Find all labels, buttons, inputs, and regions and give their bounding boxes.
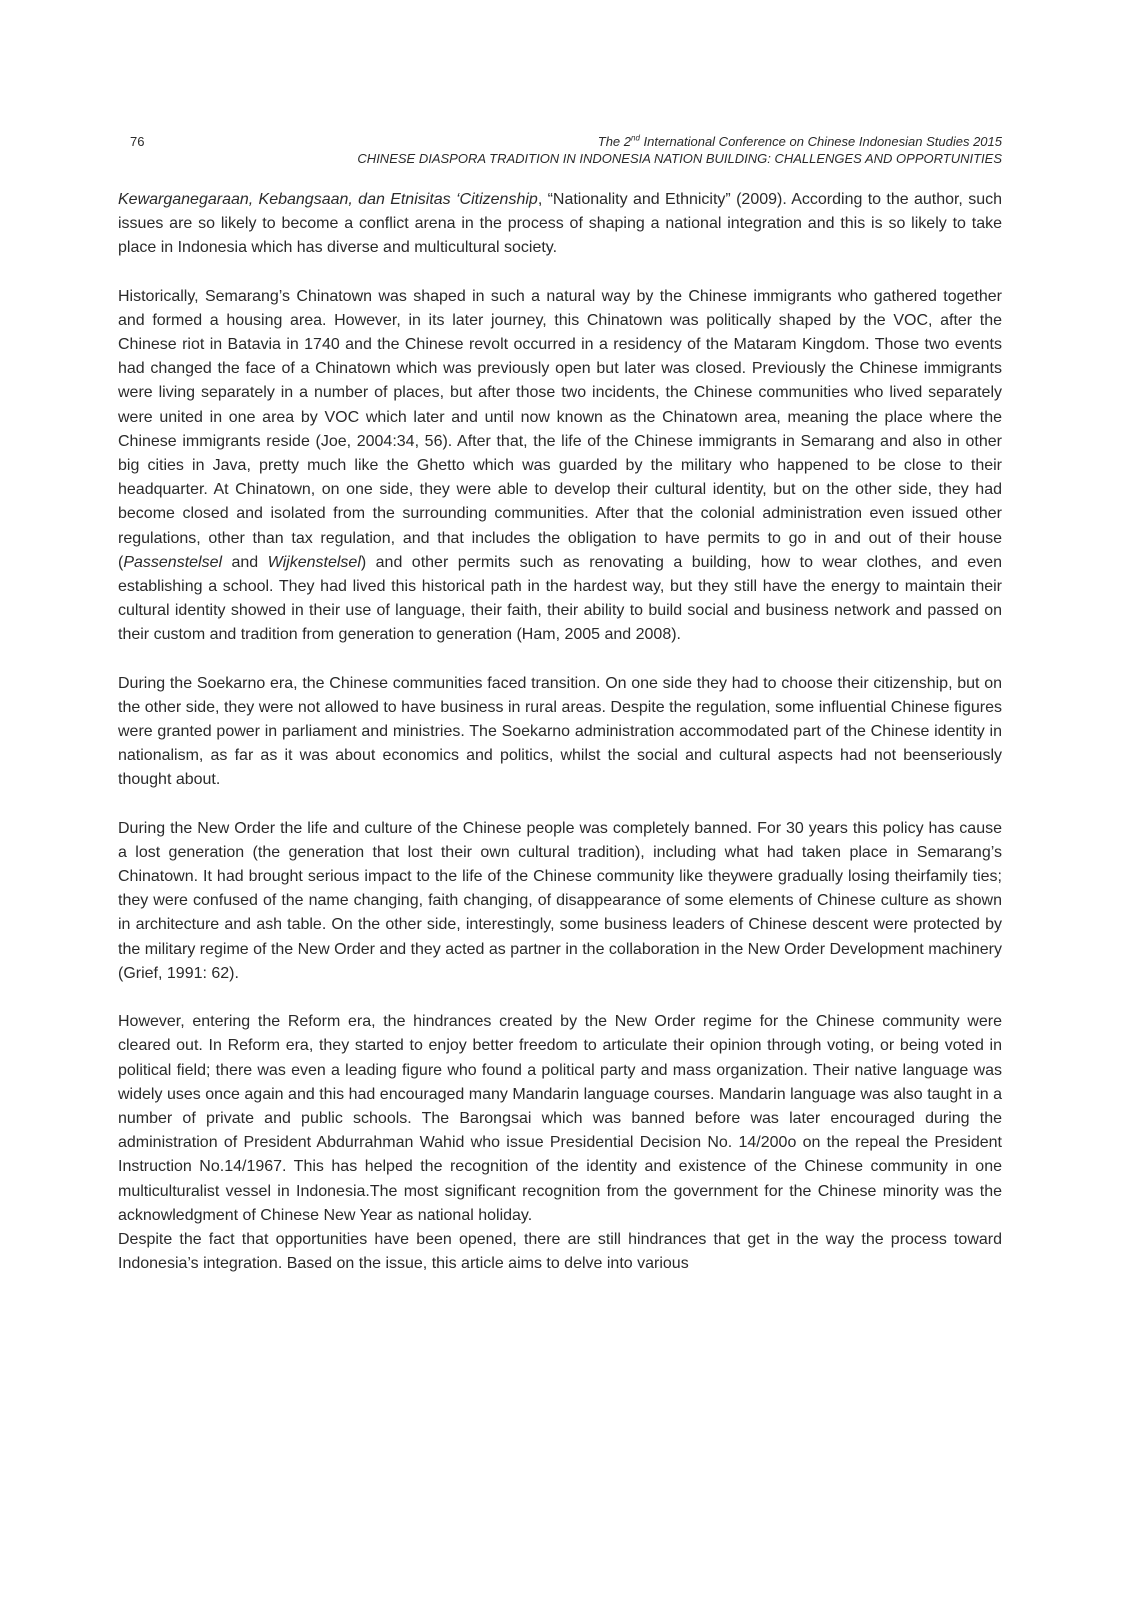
article-body (118, 188, 1002, 1276)
paragraph-1-text: , “Nationality and Ethnicity” (2009). According to the author, such issues are so likely to become a conflict arena in the process of shaping a national integration and this is so likely to take place in Indonesia which has diverse and multicultural society. (118, 191, 1003, 257)
paragraph-2-text-b: and (222, 553, 268, 571)
paragraph-4: During the New Order the life and culture of the Chinese people was completely banned. For 30 years this policy has cause a lost generation (the generation that lost their own cultural tradition), including what had taken place in Semarang’s Chinatown. It had brought serious impact to the life of the Chinese community like theywere gradually losing theirfamily ties; they were confused of the name changing, faith changing, of disappearance of some elements of Chinese culture as shown in architecture and ash table. On the other side, interestingly, some business leaders of Chinese descent were protected by the military regime of the New Order and they acted as partner in the collaboration in the New Order Development machinery (Grief, 1991: 62). (118, 819, 1002, 982)
paragraph-3: During the Soekarno era, the Chinese communities faced transition. On one side they had to choose their citizenship, but on the other side, they were not allowed to have business in rural areas. Despite the regulation, some influential Chinese figures were granted power in parliament and ministries. The Soekarno administration accommodated part of the Chinese identity in nationalism, as far as it was about economics and politics, whilst the social and cultural aspects had not beenseriously thought about. (118, 674, 1002, 789)
paragraph-2-text-a: Historically, Semarang’s Chinatown was shaped in such a natural way by the Chinese immigrants who gathered together and formed a housing area. However, in its later journey, this Chinatown was politically shaped by the VOC, after the Chinese riot in Batavia in 1740 and the Chinese revolt occurred in a residency of the Mataram Kingdom. Those two events had changed the face of a Chinatown which was previously open but later was closed. Previously the Chinese immigrants were living separately in a number of places, but after those two incidents, the Chinese communities who lived separately were united in one area by VOC which later and until now known as the Chinatown area, meaning the place where the Chinese immigrants reside (Joe, 2004:34, 56). After that, the life of the Chinese immigrants in Semarang and also in other big cities in Java, pretty much like the Ghetto which was guarded by the military who happened to be close to their headquarter. At Chinatown, on one side, they were able to develop their cultural identity, but on the other side, they had become closed and isolated from the surrounding communities. After that the colonial administration even issued other regulations, other than tax regulation, and that includes the obligation to have permits to go in and out of their house ( (118, 287, 1002, 571)
conference-title-prefix: The 2 (597, 134, 631, 149)
conference-title (118, 133, 1002, 150)
term-passenstelsel: Passenstelsel (123, 553, 223, 571)
term-wijkenstelsel: Wijkenstelsel (267, 553, 361, 571)
cited-work-title: Kewarganegaraan, Kebangsaan, dan Etnisitas ‘Citizenship (118, 191, 538, 208)
paragraph-5: However, entering the Reform era, the hindrances created by the New Order regime for the Chinese community were cleared out. In Reform era, they started to enjoy better freedom to articulate their opinion through voting, or being voted in political field; there was even a leading figure who found a political party and mass organization. Their native language was widely uses once again and this had encouraged many Mandarin language courses. Mandarin language was also taught in a number of private and public schools. The Barongsai which was banned before was later encouraged during the administration of President Abdurrahman Wahid who issue Presidential Decision No. 14/200o on the repeal the President Instruction No.14/1967. This has helped the recognition of the identity and existence of the Chinese community in one multiculturalist vessel in Indonesia.The most significant recognition from the government for the Chinese minority was the acknowledgment of Chinese New Year as national holiday. (118, 1013, 1002, 1224)
paragraph-2 (118, 285, 1002, 648)
conference-title-suffix: International Conference on Chinese Indonesian Studies 2015 (639, 134, 1002, 149)
paragraph-2-text-c: ) and other permits such as renovating a building, how to wear clothes, and even establishing a school. They had lived this historical path in the hardest way, but they still have the energy to maintain their cultural identity showed in their use of language, their faith, their ability to build social and business network and passed on their custom and tradition from generation to generation (Ham, 2005 and 2008). (118, 553, 1002, 644)
paragraph-6: Despite the fact that opportunities have been opened, there are still hindrances that get in the way the process toward Indonesia’s integration. Based on the issue, this article aims to delve into various (118, 1230, 1002, 1273)
conference-title-ordinal: nd (631, 133, 640, 143)
conference-theme: CHINESE DIASPORA TRADITION IN INDONESIA NATION BUILDING: CHALLENGES AND OPPORTUNITIES (357, 151, 1002, 166)
paragraph-1 (118, 188, 1002, 261)
page-number: 76 (130, 134, 145, 149)
page-header (118, 133, 1002, 167)
